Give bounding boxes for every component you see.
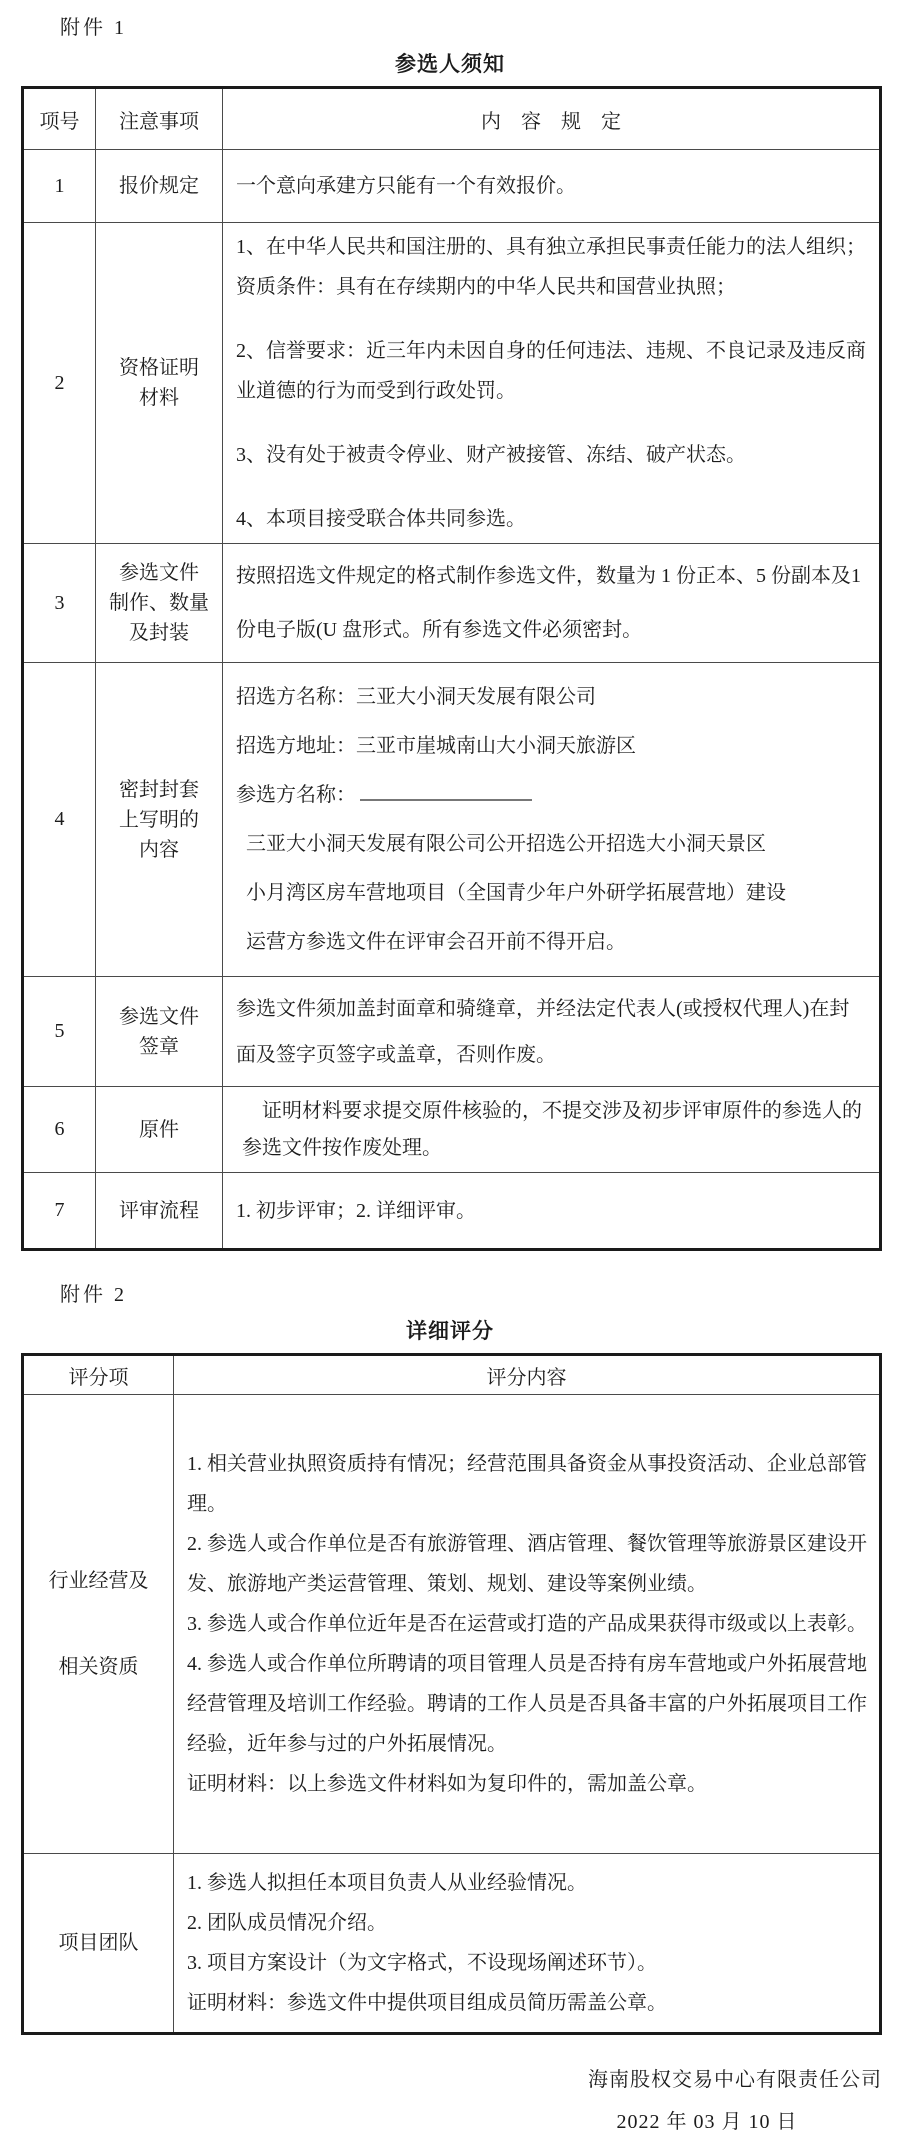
item-cell [96,223,223,544]
content-cell [174,1854,881,2034]
table-row [23,1173,881,1250]
content-cell [223,544,881,663]
item-cell [96,150,223,223]
item-label: 行业经营及 [48,1570,149,1592]
col-header-scoring-content: 评分内容 [174,1355,881,1395]
item-label: 及封装 [129,622,189,644]
content-paragraph: 3、没有处于被责令停业、财产被接管、冻结、破产状态。 [236,444,746,466]
item-cell [96,663,223,977]
row-number: 5 [23,977,96,1087]
content-cell [174,1395,881,1854]
table-header-row [23,1355,881,1395]
table-row [23,150,881,223]
table-body [23,150,881,1250]
item-cell [23,1854,174,2034]
col-header-scoring-item: 评分项 [23,1355,174,1395]
row-number: 6 [23,1087,96,1173]
item-label: 评审流程 [119,1199,199,1222]
content-paragraph: 证明材料：参选文件中提供项目组成员简历需盖公章。 [187,1992,667,2014]
row-number: 2 [23,223,96,544]
content-paragraph: 招选方地址：三亚市崖城南山大小洞天旅游区 [236,735,636,757]
content-paragraph: 2. 团队成员情况介绍。 [187,1912,387,1934]
fill-in-blank-line [360,794,532,801]
col-header-item-no: 项号 [23,88,96,150]
row-number: 3 [23,544,96,663]
document-page [0,14,900,2133]
content-paragraph: 2、信誉要求：近三年内未因自身的任何违法、违规、不良记录及违反商业道德的行为而受到行政处罚。 [236,340,866,402]
detailed-scoring-table [21,1353,882,2035]
row-number: 4 [23,663,96,977]
content-paragraph: 按照招选文件规定的格式制作参选文件，数量为 1 份正本、5 份副本及1份电子版(U 盘形式。所有参选文件必须密封。 [236,565,861,641]
table-header-row [23,88,881,150]
signature-block [532,2065,882,2137]
content-paragraph: 3. 项目方案设计（为文字格式，不设现场阐述环节）。 [187,1952,657,1974]
item-label: 上写明的 [119,808,199,831]
content-cell [223,223,881,544]
item-label: 签章 [139,1035,179,1058]
content-paragraph: 1. 参选人拟担任本项目负责人从业经验情况。 [187,1872,587,1894]
content-paragraph: 2. 参选人或合作单位是否有旅游管理、酒店管理、餐饮管理等旅游景区建设开发、旅游地产类运营管理、策划、规划、建设等案例业绩。 [187,1533,867,1595]
content-paragraph: 3. 参选人或合作单位近年是否在运营或打造的产品成果获得市级或以上表彰。 [187,1613,867,1635]
content-paragraph: 4. 参选人或合作单位所聘请的项目管理人员是否持有房车营地或户外拓展营地经营管理及培训工作经验。聘请的工作人员是否具备丰富的户外拓展项目工作经验，近年参与过的户外拓展情况。 [187,1653,867,1755]
content-paragraph: 1. 相关营业执照资质持有情况；经营范围具备资金从事投资活动、企业总部管理。 [187,1453,867,1515]
item-label: 项目团队 [58,1932,139,1954]
attachment2-label: 附件 2 [60,1284,127,1306]
table1-title: 参选人须知 [395,52,505,76]
item-label: 相关资质 [58,1656,139,1678]
content-paragraph: 招选方名称：三亚大小洞天发展有限公司 [236,686,596,708]
table2-title: 详细评分 [406,1319,494,1343]
table-body [23,1395,881,2034]
content-paragraph: 三亚大小洞天发展有限公司公开招选公开招选大小洞天景区 [246,833,766,855]
content-cell [223,1087,881,1173]
content-paragraph: 1、在中华人民共和国注册的、具有独立承担民事责任能力的法人组织；资质条件：具有在存续期内的中华人民共和国营业执照； [236,236,866,298]
content-cell [223,1173,881,1250]
participant-notice-table [21,86,882,1251]
content-paragraph [236,772,867,818]
item-label: 参选文件 [119,1005,199,1028]
content-cell [223,663,881,977]
table-row [23,544,881,663]
table-row [23,977,881,1087]
col-header-attention: 注意事项 [96,88,223,150]
item-label: 资格证明 [119,357,199,379]
content-paragraph: 4、本项目接受联合体共同参选。 [236,508,526,530]
item-cell [23,1395,174,1854]
content-paragraph: 证明材料要求提交原件核验的，不提交涉及初步评审原件的参选人的参选文件按作废处理。 [242,1099,862,1159]
content-paragraph: 小月湾区房车营地项目（全国青少年户外研学拓展营地）建设 [246,882,786,904]
item-cell [96,1087,223,1173]
content-paragraph: 1. 初步评审；2. 详细评审。 [236,1199,476,1222]
item-cell [96,977,223,1087]
table-row [23,1395,881,1854]
issuer-company: 海南股权交易中心有限责任公司 [588,2069,882,2091]
content-paragraph: 参选文件须加盖封面章和骑缝章，并经法定代表人(或授权代理人)在封面及签字页签字或盖章，否则作废。 [236,997,850,1066]
issue-date: 2022 年 03 月 10 日 [616,2111,798,2133]
item-label: 内容 [139,838,179,861]
item-label: 参选文件 [119,562,199,584]
content-paragraph: 一个意向承建方只能有一个有效报价。 [236,175,576,197]
table-row [23,663,881,977]
row-number: 7 [23,1173,96,1250]
item-label: 原件 [139,1118,179,1141]
blank-label: 参选方名称： [236,784,356,806]
content-paragraph: 运营方参选文件在评审会召开前不得开启。 [246,931,626,953]
item-label: 密封封套 [119,778,199,801]
table-row [23,1087,881,1173]
content-cell [223,977,881,1087]
content-cell [223,150,881,223]
row-number: 1 [23,150,96,223]
item-cell [96,1173,223,1250]
item-label: 制作、数量 [109,592,209,614]
col-header-content-rules: 内 容 规 定 [223,88,881,150]
attachment1-label: 附件 1 [60,17,127,39]
table-row [23,1854,881,2034]
table-row [23,223,881,544]
item-label: 报价规定 [119,175,199,197]
item-label: 材料 [139,387,179,409]
item-cell [96,544,223,663]
content-paragraph: 证明材料：以上参选文件材料如为复印件的，需加盖公章。 [187,1773,707,1795]
